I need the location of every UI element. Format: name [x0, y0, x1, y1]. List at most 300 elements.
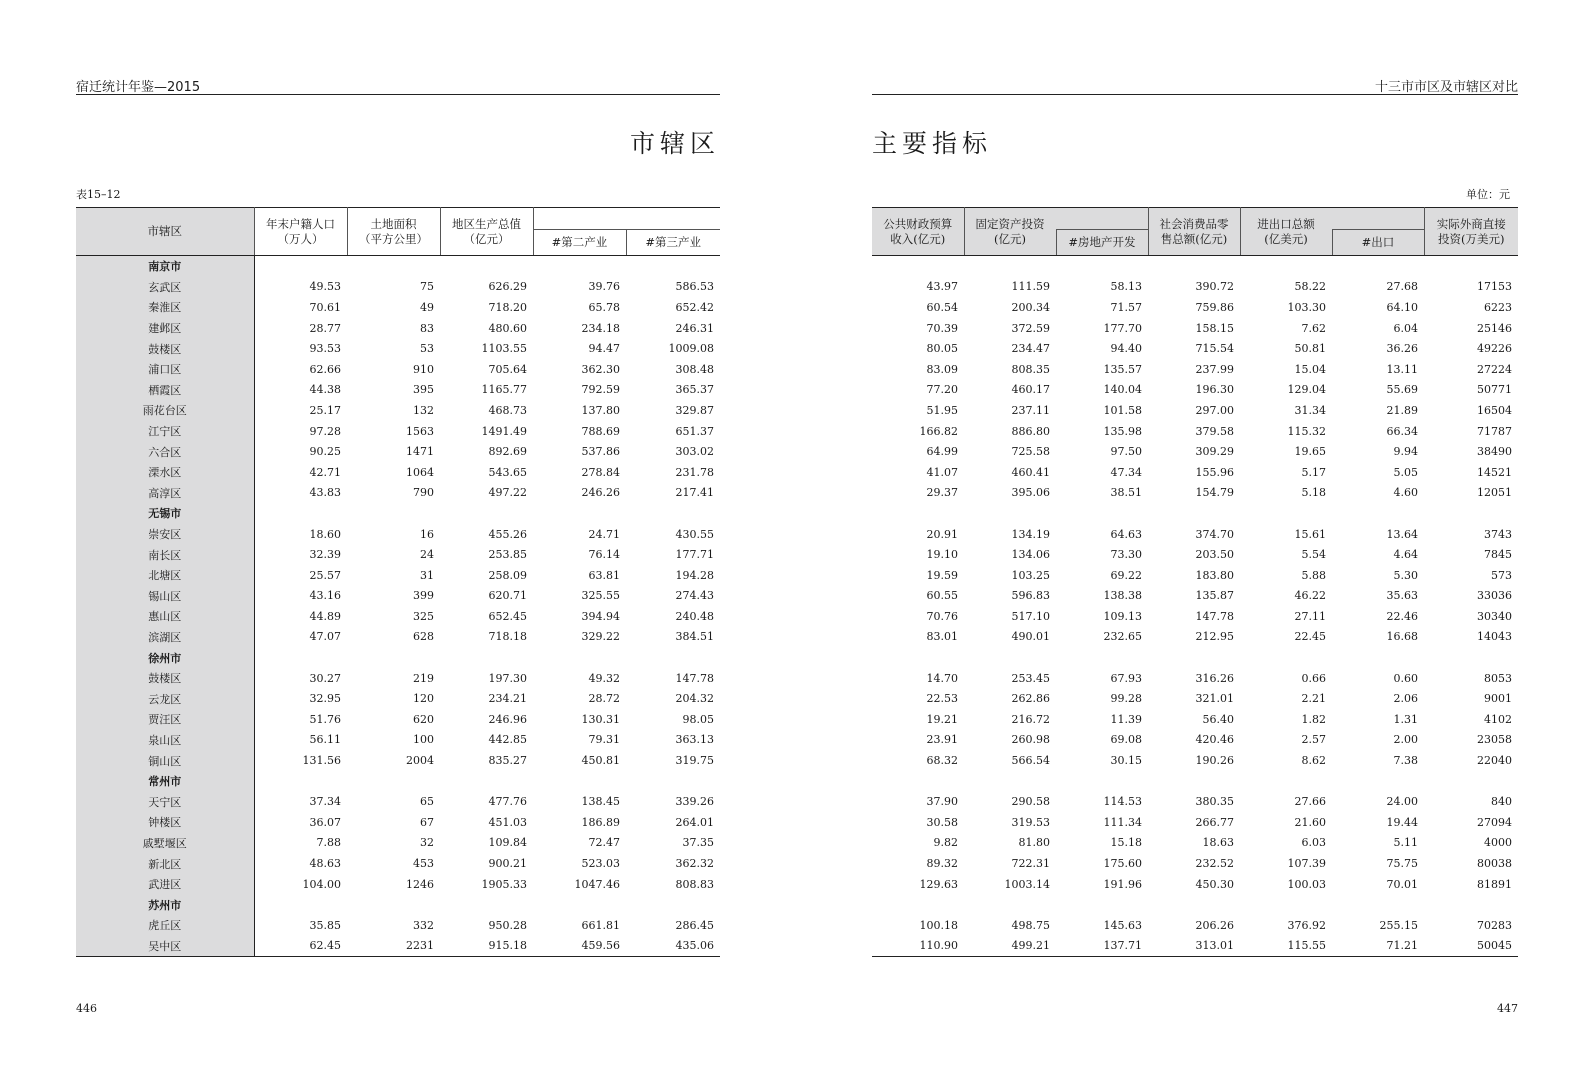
table-row: [76, 297, 720, 318]
table-cell: 137.80: [581, 403, 620, 417]
table-cell: 14521: [1477, 465, 1512, 479]
table-cell: 395: [413, 383, 434, 397]
table-cell: 5.54: [1301, 548, 1326, 562]
table-cell: 70.76: [926, 609, 958, 623]
table-row: [76, 936, 720, 957]
table-cell: 101.58: [1103, 403, 1142, 417]
table-row: [76, 483, 720, 504]
city-row: [76, 256, 720, 277]
district-name: 江宁区: [76, 421, 254, 442]
table-cell: [440, 503, 533, 524]
district-name: 北塘区: [76, 565, 254, 586]
table-cell: 38490: [1477, 445, 1512, 459]
header-rule-right: [872, 94, 1518, 95]
table-cell: [1056, 256, 1148, 277]
table-cell: 219: [413, 671, 434, 685]
table-cell: 13.11: [1386, 362, 1418, 376]
table-cell: 37.34: [309, 795, 341, 809]
table-row: [872, 688, 1518, 709]
table-cell: 42.71: [309, 465, 341, 479]
table-row: [76, 915, 720, 936]
table-cell: 79.31: [588, 733, 620, 747]
table-cell: [964, 503, 1056, 524]
table-cell: 7.38: [1393, 754, 1418, 768]
district-name: 南长区: [76, 544, 254, 565]
unit-note: 单位：元: [1466, 188, 1510, 201]
table-cell: [1148, 647, 1240, 668]
table-cell: 16504: [1477, 403, 1512, 417]
table-cell: 2.00: [1393, 733, 1418, 747]
table-cell: 8053: [1484, 671, 1512, 685]
table-cell: 19.21: [926, 712, 958, 726]
table-cell: 32.39: [309, 548, 341, 562]
table-cell: [347, 771, 440, 792]
table-cell: 190.26: [1195, 754, 1234, 768]
table-cell: 138.38: [1103, 589, 1142, 603]
table-cell: 140.04: [1103, 383, 1142, 397]
district-name: 崇安区: [76, 524, 254, 545]
table-cell: [1424, 771, 1518, 792]
table-cell: [964, 647, 1056, 668]
table-cell: 64.10: [1386, 300, 1418, 314]
table-cell: 94.47: [588, 342, 620, 356]
table-cell: 376.92: [1287, 918, 1326, 932]
table-cell: 286.45: [675, 918, 714, 932]
table-cell: 67: [420, 815, 434, 829]
table-cell: 1003.14: [1004, 877, 1050, 891]
table-cell: 5.11: [1393, 836, 1418, 850]
table-cell: 910: [413, 362, 434, 376]
table-cell: 339.26: [675, 795, 714, 809]
table-cell: [1056, 503, 1148, 524]
table-cell: 620.71: [488, 589, 527, 603]
table-cell: 64.99: [926, 445, 958, 459]
district-name: 云龙区: [76, 688, 254, 709]
table-cell: 55.69: [1386, 383, 1418, 397]
table-cell: 9.82: [933, 836, 958, 850]
table-cell: 43.16: [309, 589, 341, 603]
table-cell: 5.88: [1301, 568, 1326, 582]
table-cell: 81891: [1477, 877, 1512, 891]
district-name: 铜山区: [76, 750, 254, 771]
table-cell: 715.54: [1195, 342, 1234, 356]
table-cell: 255.15: [1379, 918, 1418, 932]
table-cell: 30.27: [309, 671, 341, 685]
table-row: [76, 318, 720, 339]
col-header-gdp-group: [533, 208, 720, 230]
district-name: 钟楼区: [76, 812, 254, 833]
table-cell: [347, 894, 440, 915]
table-cell: 705.64: [488, 362, 527, 376]
table-cell: 90.25: [309, 445, 341, 459]
table-cell: 1064: [406, 465, 434, 479]
table-cell: 759.86: [1195, 300, 1234, 314]
table-cell: 2.21: [1301, 692, 1326, 706]
table-cell: 23058: [1477, 733, 1512, 747]
table-cell: 1.82: [1301, 712, 1326, 726]
table-cell: 459.56: [533, 936, 626, 957]
table-cell: 234.21: [488, 692, 527, 706]
table-cell: [254, 647, 347, 668]
page-number-left: 446: [76, 1002, 97, 1015]
table-cell: 135.98: [1103, 424, 1142, 438]
table-cell: 30.15: [1110, 754, 1142, 768]
table-cell: 76.14: [588, 548, 620, 562]
col-header-fixed-investment: 固定资产投资 (亿元): [964, 208, 1056, 256]
table-cell: 808.83: [675, 877, 714, 891]
table-cell: [1240, 647, 1332, 668]
table-cell: 237.99: [1195, 362, 1234, 376]
table-cell: 24: [420, 548, 434, 562]
table-cell: [1332, 647, 1424, 668]
table-cell: 217.41: [675, 486, 714, 500]
table-cell: 186.89: [581, 815, 620, 829]
table-cell: [1056, 647, 1148, 668]
table-cell: 30340: [1477, 609, 1512, 623]
table-row: [76, 627, 720, 648]
table-cell: 240.48: [675, 609, 714, 623]
city-row: [76, 647, 720, 668]
page-number-right: 447: [1497, 1002, 1518, 1015]
table-cell: 72.47: [588, 836, 620, 850]
table-cell: [1148, 256, 1240, 277]
table-cell: 99.28: [1110, 692, 1142, 706]
table-cell: 191.96: [1103, 877, 1142, 891]
table-cell: 21.89: [1386, 403, 1418, 417]
table-cell: 46.22: [1294, 589, 1326, 603]
table-cell: 451.03: [488, 815, 527, 829]
table-cell: 4102: [1484, 712, 1512, 726]
table-cell: 15.18: [1110, 836, 1142, 850]
table-cell: 83.01: [926, 630, 958, 644]
table-cell: 246.31: [675, 321, 714, 335]
table-cell: 47.34: [1110, 465, 1142, 479]
table-cell: 9.94: [1393, 445, 1418, 459]
left-page: [76, 0, 720, 1077]
table-cell: [964, 771, 1056, 792]
district-name: 泉山区: [76, 730, 254, 751]
table-cell: 651.37: [675, 424, 714, 438]
table-cell: 73.30: [1110, 548, 1142, 562]
table-cell: 384.51: [675, 630, 714, 644]
table-cell: 177.70: [1103, 321, 1142, 335]
table-cell: [254, 894, 347, 915]
table-cell: [1424, 894, 1518, 915]
table-cell: 22.45: [1294, 630, 1326, 644]
table-row: [872, 483, 1518, 504]
table-cell: 135.87: [1195, 589, 1234, 603]
table-row: [872, 586, 1518, 607]
district-name: 鼓楼区: [76, 668, 254, 689]
table-cell: 363.13: [675, 733, 714, 747]
table-cell: 628: [413, 630, 434, 644]
table-cell: 455.26: [488, 527, 527, 541]
table-cell: 460.17: [1011, 383, 1050, 397]
table-cell: 325: [413, 609, 434, 623]
col-header-trade: 进出口总额 (亿美元): [1240, 208, 1332, 256]
table-row: [872, 462, 1518, 483]
table-cell: 17153: [1477, 280, 1512, 294]
table-cell: 36.07: [309, 815, 341, 829]
table-cell: 50045: [1424, 936, 1518, 957]
table-cell: 420.46: [1195, 733, 1234, 747]
table-cell: 111.59: [1011, 280, 1050, 294]
table-cell: 477.76: [488, 795, 527, 809]
table-cell: [872, 256, 964, 277]
table-cell: 18.63: [1202, 836, 1234, 850]
table-cell: 115.55: [1240, 936, 1332, 957]
table-row: [76, 833, 720, 854]
table-cell: 1471: [406, 445, 434, 459]
table-cell: 27.68: [1386, 280, 1418, 294]
table-cell: 886.80: [1011, 424, 1050, 438]
table-cell: 231.78: [675, 465, 714, 479]
table-cell: 71787: [1477, 424, 1512, 438]
table-cell: 37.90: [926, 795, 958, 809]
table-cell: 71.21: [1332, 936, 1424, 957]
table-cell: [533, 256, 626, 277]
city-row: [76, 503, 720, 524]
table-cell: 120: [413, 692, 434, 706]
table-cell: 66.34: [1386, 424, 1418, 438]
table-row: [76, 400, 720, 421]
col-header-district: 市辖区: [76, 208, 254, 256]
table-cell: 596.83: [1011, 589, 1050, 603]
table-cell: 27094: [1477, 815, 1512, 829]
table-cell: 0.66: [1301, 671, 1326, 685]
table-cell: 3743: [1484, 527, 1512, 541]
table-cell: 362.30: [581, 362, 620, 376]
table-cell: [254, 256, 347, 277]
table-cell: [1148, 894, 1240, 915]
table-row: [872, 565, 1518, 586]
table-cell: 652.42: [675, 300, 714, 314]
table-cell: 11.39: [1110, 712, 1142, 726]
table-cell: 44.38: [309, 383, 341, 397]
table-cell: 22040: [1477, 754, 1512, 768]
table-cell: 543.65: [488, 465, 527, 479]
table-row: [76, 709, 720, 730]
table-cell: 43.97: [926, 280, 958, 294]
table-cell: 1246: [406, 877, 434, 891]
table-cell: [872, 894, 964, 915]
city-name: 无锡市: [76, 503, 254, 524]
table-cell: 374.70: [1195, 527, 1234, 541]
table-cell: 21.60: [1294, 815, 1326, 829]
table-cell: 430.55: [675, 527, 714, 541]
table-cell: 38.51: [1110, 486, 1142, 500]
table-cell: 450.81: [581, 754, 620, 768]
right-page: [872, 0, 1518, 1077]
table-row: [872, 874, 1518, 895]
table-cell: 51.95: [926, 403, 958, 417]
table-cell: 497.22: [488, 486, 527, 500]
table-cell: 450.30: [1195, 877, 1234, 891]
district-name: 新北区: [76, 853, 254, 874]
table-cell: 362.32: [675, 857, 714, 871]
table-cell: [347, 256, 440, 277]
table-row: [76, 812, 720, 833]
table-row: [76, 750, 720, 771]
col-header-land-area: 土地面积 （平方公里）: [347, 208, 440, 256]
table-cell: 915.18: [440, 936, 533, 957]
table-row: [872, 421, 1518, 442]
table-cell: 661.81: [581, 918, 620, 932]
table-cell: 246.96: [488, 712, 527, 726]
table-cell: 196.30: [1195, 383, 1234, 397]
table-cell: 58.13: [1110, 280, 1142, 294]
table-cell: 31: [420, 568, 434, 582]
table-cell: 32.95: [309, 692, 341, 706]
table-cell: 155.96: [1195, 465, 1234, 479]
table-cell: 442.85: [488, 733, 527, 747]
table-cell: [872, 771, 964, 792]
table-cell: 130.31: [581, 712, 620, 726]
table-cell: 69.08: [1110, 733, 1142, 747]
table-cell: 7845: [1484, 548, 1512, 562]
table-cell: 7.62: [1301, 321, 1326, 335]
table-cell: [626, 256, 720, 277]
city-row: [872, 647, 1518, 668]
table-cell: 110.90: [872, 936, 964, 957]
table-cell: 5.05: [1393, 465, 1418, 479]
table-row: [872, 730, 1518, 751]
table-cell: 321.01: [1195, 692, 1234, 706]
table-cell: 14043: [1477, 630, 1512, 644]
table-row: [872, 380, 1518, 401]
table-cell: 77.20: [926, 383, 958, 397]
table-cell: 98.05: [682, 712, 714, 726]
city-row: [872, 894, 1518, 915]
table-row: [872, 812, 1518, 833]
table-cell: 468.73: [488, 403, 527, 417]
table-cell: 460.41: [1011, 465, 1050, 479]
table-cell: 329.87: [675, 403, 714, 417]
table-cell: 44.89: [309, 609, 341, 623]
table-cell: [533, 771, 626, 792]
table-cell: [1148, 503, 1240, 524]
table-cell: 18.60: [309, 527, 341, 541]
table-cell: 49226: [1477, 342, 1512, 356]
table-cell: 0.60: [1393, 671, 1418, 685]
table-cell: 75: [420, 280, 434, 294]
table-row: [76, 668, 720, 689]
table-cell: 790: [413, 486, 434, 500]
col-header-export: #出口: [1332, 230, 1424, 256]
table-cell: 12051: [1477, 486, 1512, 500]
table-cell: 22.53: [926, 692, 958, 706]
col-header-retail: 社会消费品零 售总额(亿元): [1148, 208, 1240, 256]
table-cell: 620: [413, 712, 434, 726]
col-header-fdi: 实际外商直接 投资(万美元): [1424, 208, 1518, 256]
table-cell: 297.00: [1195, 403, 1234, 417]
table-row: [872, 936, 1518, 957]
district-name: 虎丘区: [76, 915, 254, 936]
table-cell: 25.17: [309, 403, 341, 417]
district-name: 戚墅堰区: [76, 833, 254, 854]
table-cell: 154.79: [1195, 486, 1234, 500]
city-row: [872, 256, 1518, 277]
table-cell: 43.83: [309, 486, 341, 500]
table-cell: 722.31: [1011, 857, 1050, 871]
col-header-trade-group: [1332, 208, 1424, 230]
table-cell: 2.06: [1393, 692, 1418, 706]
table-cell: [347, 647, 440, 668]
table-row: [872, 318, 1518, 339]
table-cell: 109.84: [488, 836, 527, 850]
table-cell: 435.06: [626, 936, 720, 957]
table-cell: 80.05: [926, 342, 958, 356]
table-cell: 147.78: [1195, 609, 1234, 623]
table-cell: 109.13: [1103, 609, 1142, 623]
left-data-table: [76, 207, 720, 957]
table-cell: 47.07: [309, 630, 341, 644]
table-cell: 586.53: [675, 280, 714, 294]
table-cell: 20.91: [926, 527, 958, 541]
table-cell: 27.66: [1294, 795, 1326, 809]
table-cell: 49.32: [588, 671, 620, 685]
table-cell: 19.10: [926, 548, 958, 562]
district-name: 锡山区: [76, 586, 254, 607]
table-cell: 274.43: [675, 589, 714, 603]
table-cell: 53: [420, 342, 434, 356]
table-cell: 6.04: [1393, 321, 1418, 335]
table-cell: 138.45: [581, 795, 620, 809]
table-number: 表15–12: [76, 188, 121, 201]
table-row: [872, 441, 1518, 462]
table-cell: 329.22: [581, 630, 620, 644]
table-cell: 319.53: [1011, 815, 1050, 829]
table-cell: 290.58: [1011, 795, 1050, 809]
table-cell: 197.30: [488, 671, 527, 685]
district-name: 贾汪区: [76, 709, 254, 730]
table-cell: 60.55: [926, 589, 958, 603]
table-cell: 725.58: [1011, 445, 1050, 459]
right-data-table: [872, 207, 1518, 957]
table-row: [872, 709, 1518, 730]
table-cell: 83: [420, 321, 434, 335]
table-cell: 523.03: [581, 857, 620, 871]
table-cell: 264.01: [675, 815, 714, 829]
table-cell: 5.18: [1301, 486, 1326, 500]
table-cell: [1240, 256, 1332, 277]
district-name: 滨湖区: [76, 627, 254, 648]
district-name: 武进区: [76, 874, 254, 895]
district-name: 吴中区: [76, 936, 254, 957]
table-cell: 216.72: [1011, 712, 1050, 726]
table-cell: 103.30: [1287, 300, 1326, 314]
table-cell: 13.64: [1386, 527, 1418, 541]
table-cell: [533, 647, 626, 668]
table-cell: 24.00: [1386, 795, 1418, 809]
table-row: [872, 853, 1518, 874]
table-cell: [1332, 503, 1424, 524]
table-cell: 48.63: [309, 857, 341, 871]
table-cell: 395.06: [1011, 486, 1050, 500]
table-cell: 262.86: [1011, 692, 1050, 706]
table-cell: 70283: [1477, 918, 1512, 932]
table-row: [76, 565, 720, 586]
table-cell: 900.21: [488, 857, 527, 871]
table-cell: 97.50: [1110, 445, 1142, 459]
table-cell: 203.50: [1195, 548, 1234, 562]
table-cell: 16: [420, 527, 434, 541]
table-cell: 573: [1491, 568, 1512, 582]
table-cell: [1332, 894, 1424, 915]
table-cell: 93.53: [309, 342, 341, 356]
table-cell: 840: [1491, 795, 1512, 809]
table-cell: 75.75: [1386, 857, 1418, 871]
